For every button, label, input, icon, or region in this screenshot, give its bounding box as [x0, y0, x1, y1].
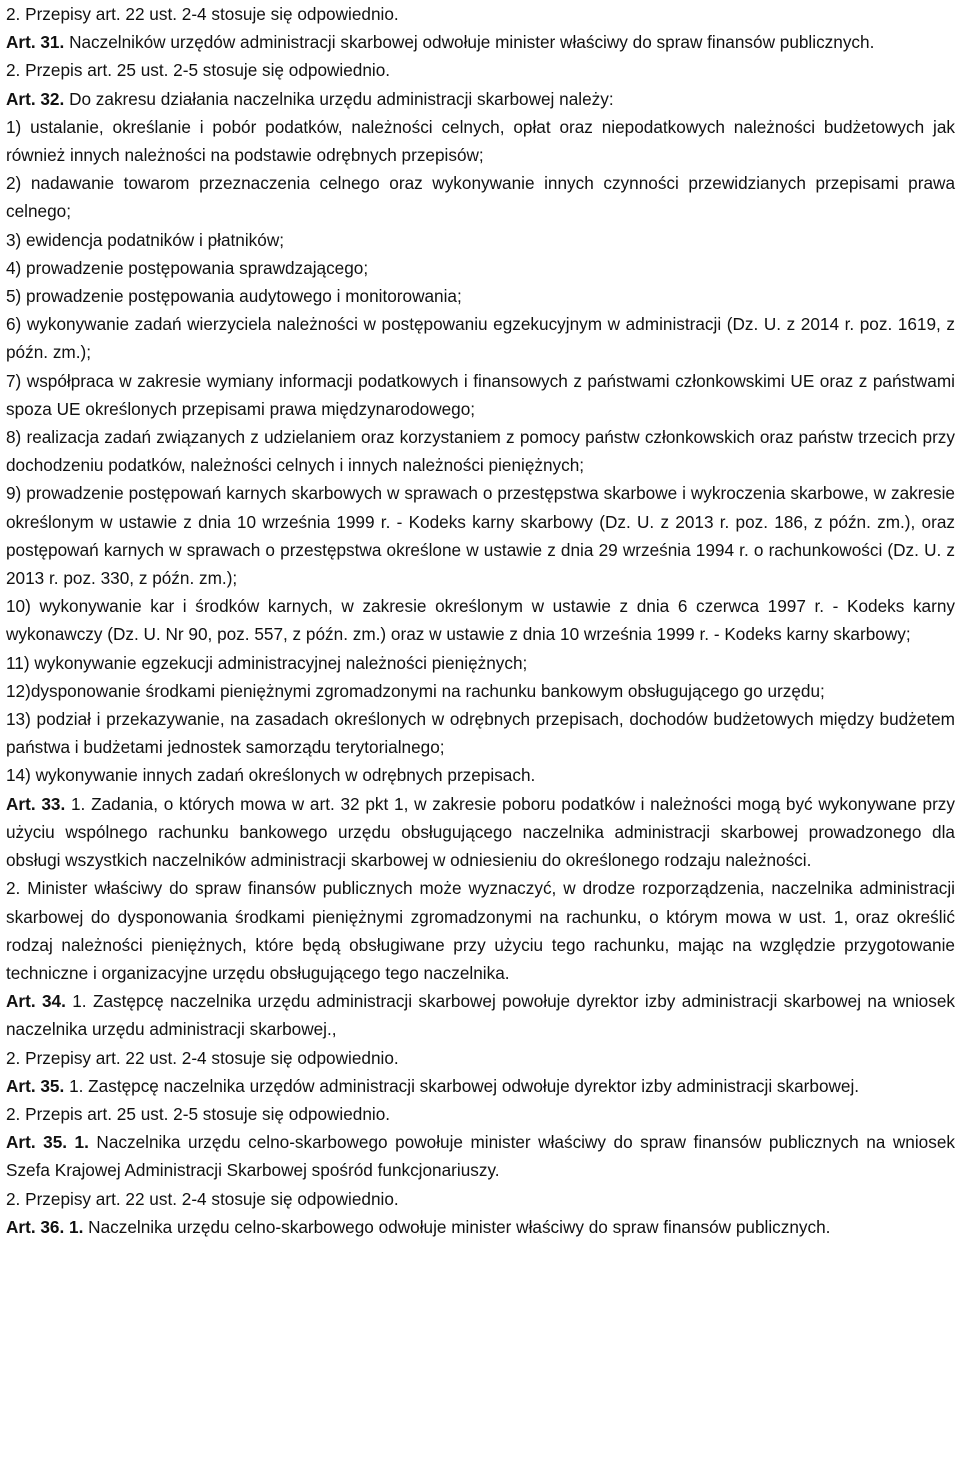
article-paragraph — [6, 1072, 955, 1100]
paragraph-text: 2) nadawanie towarom przeznaczenia celnego oraz wykonywanie innych czynności przewidzianych przepisami prawa celnego; — [6, 173, 955, 222]
paragraph-text: 1. Zastępcę naczelnika urzędów administracji skarbowej odwołuje dyrektor izby administracji skarbowej. — [69, 1075, 860, 1096]
article-number: Art. 31. — [6, 32, 65, 53]
paragraph-text: Naczelnika urzędu celno-skarbowego odwołuje minister właściwy do spraw finansów publicznych. — [88, 1216, 831, 1237]
paragraph-text: 2. Przepis art. 25 ust. 2-5 stosuje się odpowiednio. — [6, 60, 391, 81]
article-paragraph — [6, 28, 955, 56]
article-number: Art. 36. 1. — [6, 1216, 84, 1237]
paragraph-text: 2. Przepisy art. 22 ust. 2-4 stosuje się odpowiednio. — [6, 1047, 399, 1068]
article-number: Art. 33. — [6, 793, 66, 814]
list-item — [6, 367, 955, 423]
paragraph-text: 3) ewidencja podatników i płatników; — [6, 229, 285, 250]
article-paragraph — [6, 790, 955, 875]
paragraph — [6, 1100, 955, 1128]
paragraph-text: 5) prowadzenie postępowania audytowego i monitorowania; — [6, 286, 462, 307]
list-item — [6, 226, 955, 254]
paragraph-text: 14) wykonywanie innych zadań określonych w odrębnych przepisach. — [6, 765, 536, 786]
paragraph-text: 2. Przepisy art. 22 ust. 2-4 stosuje się odpowiednio. — [6, 1188, 399, 1209]
paragraph-text: 2. Minister właściwy do spraw finansów publicznych może wyznaczyć, w drodze rozporządzenia, naczelnika administracji skarbowej do dysponowania środkami pieniężnymi zgromadzonymi na rachunku, o którym mowa w ust. 1, oraz określić rodzaj należności pieniężnych, które będą obsługiwane przy użyciu tego rachunku, mając na względzie przygotowanie techniczne i organizacyjne urzędu obsługującego tego naczelnika. — [6, 878, 955, 983]
paragraph-text: Naczelnika urzędu celno-skarbowego powołuje minister właściwy do spraw finansów publicznych na wniosek Szefa Krajowej Administracji Skarbowej spośród funkcjonariuszy. — [6, 1132, 955, 1181]
paragraph-text: 2. Przepis art. 25 ust. 2-5 stosuje się odpowiednio. — [6, 1103, 391, 1124]
article-paragraph — [6, 1128, 955, 1184]
paragraph-text: 1. Zastępcę naczelnika urzędu administracji skarbowej powołuje dyrektor izby administracji skarbowej na wniosek naczelnika urzędu administracji skarbowej., — [6, 991, 955, 1040]
list-item — [6, 705, 955, 761]
paragraph — [6, 874, 955, 987]
list-item — [6, 677, 955, 705]
paragraph — [6, 1185, 955, 1213]
paragraph-text: 11) wykonywanie egzekucji administracyjnej należności pieniężnych; — [6, 652, 528, 673]
paragraph-text: 4) prowadzenie postępowania sprawdzającego; — [6, 257, 369, 278]
article-paragraph — [6, 85, 955, 113]
paragraph-text: 2. Przepisy art. 22 ust. 2-4 stosuje się odpowiednio. — [6, 4, 399, 24]
paragraph-text: 10) wykonywanie kar i środków karnych, w zakresie określonym w ustawie z dnia 6 czerwca 1997 r. - Kodeks karny wykonawczy (Dz. U. Nr 90, poz. 557, z późn. zm.) oraz w ustawie z dnia 10 września 1999 r. - Kodeks karny skarbowy; — [6, 596, 955, 645]
paragraph-text: 12)dysponowanie środkami pieniężnymi zgromadzonymi na rachunku bankowym obsługującego go urzędu; — [6, 680, 825, 701]
list-item — [6, 592, 955, 648]
paragraph-text: 1. Zadania, o których mowa w art. 32 pkt 1, w zakresie poboru podatków i należności mogą być wykonywane przy użyciu wspólnego rachunku bankowego urzędu obsługującego naczelnika administracji skarbowej prowadzonego dla obsługi wszystkich naczelników administracji skarbowej w odniesieniu do określonego rodzaju należności. — [6, 793, 955, 871]
list-item — [6, 649, 955, 677]
list-item — [6, 423, 955, 479]
list-item — [6, 761, 955, 789]
list-item — [6, 479, 955, 592]
paragraph — [6, 56, 955, 84]
article-number: Art. 32. — [6, 88, 65, 109]
paragraph — [6, 1044, 955, 1072]
list-item — [6, 254, 955, 282]
paragraph-text: 13) podział i przekazywanie, na zasadach określonych w odrębnych przepisach, dochodów budżetowych między budżetem państwa i budżetami jednostek samorządu terytorialnego; — [6, 709, 955, 758]
article-number: Art. 35. 1. — [6, 1132, 89, 1153]
paragraph-text: 8) realizacja zadań związanych z udzielaniem oraz korzystaniem z pomocy państw członkowskich oraz państw trzecich przy dochodzeniu podatków, należności celnych i innych należności pieniężnych; — [6, 427, 955, 476]
paragraph-text: 1) ustalanie, określanie i pobór podatków, należności celnych, opłat oraz niepodatkowych należności budżetowych jak również innych należności na podstawie odrębnych przepisów; — [6, 116, 955, 166]
paragraph-text: Do zakresu działania naczelnika urzędu administracji skarbowej należy: — [69, 88, 614, 109]
paragraph — [6, 0, 955, 28]
paragraph-text: 6) wykonywanie zadań wierzyciela należności w postępowaniu egzekucyjnym w administracji (Dz. U. z 2014 r. poz. 1619, z późn. zm.); — [6, 314, 955, 363]
paragraph-text: Naczelników urzędów administracji skarbowej odwołuje minister właściwy do spraw finansów publicznych. — [69, 32, 875, 53]
list-item — [6, 282, 955, 310]
paragraph-text: 7) współpraca w zakresie wymiany informacji podatkowych i finansowych z państwami członkowskimi UE oraz z państwami spoza UE określonych przepisami prawa międzynarodowego; — [6, 370, 955, 419]
article-number: Art. 34. — [6, 991, 66, 1012]
list-item — [6, 169, 955, 225]
paragraph-text: 9) prowadzenie postępowań karnych skarbowych w sprawach o przestępstwa skarbowe i wykroczenia skarbowe, w zakresie określonym w ustawie z dnia 10 września 1999 r. - Kodeks karny skarbowy (Dz. U. z 2013 r. poz. 186, z późn. zm.), oraz postępowań karnych w sprawach o przestępstwa określone w ustawie z dnia 29 września 1994 r. o rachunkowości (Dz. U. z 2013 r. poz. 330, z późn. zm.); — [6, 483, 955, 589]
article-number: Art. 35. — [6, 1075, 65, 1096]
article-paragraph — [6, 1213, 955, 1241]
list-item — [6, 113, 955, 169]
list-item — [6, 310, 955, 366]
article-paragraph — [6, 987, 955, 1043]
